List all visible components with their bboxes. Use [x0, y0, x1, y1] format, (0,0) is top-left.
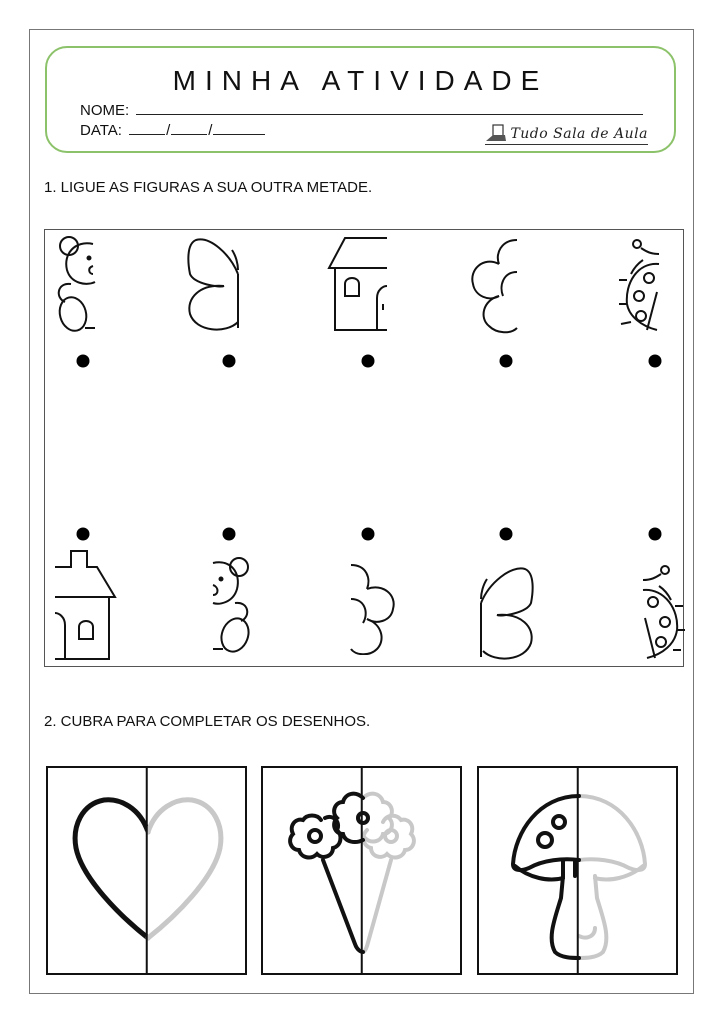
logo — [485, 124, 648, 142]
name-field-row — [80, 100, 643, 119]
logo-text: Tudo Sala de Aula — [510, 126, 648, 142]
name-input-line[interactable] — [136, 100, 643, 115]
flower-bouquet-icon[interactable] — [263, 768, 464, 977]
trace-box-heart — [46, 766, 247, 975]
top-dot-4[interactable] — [500, 355, 513, 368]
date-field-row — [80, 120, 265, 139]
top-dot-3[interactable] — [362, 355, 375, 368]
trace-box-mushroom — [477, 766, 678, 975]
date-separator: / — [166, 122, 171, 139]
butterfly-left-half-icon — [180, 234, 250, 334]
bottom-dot-3[interactable] — [362, 528, 375, 541]
date-month-line[interactable] — [171, 120, 207, 135]
top-dot-2[interactable] — [223, 355, 236, 368]
flower-right-half-icon — [349, 555, 409, 655]
question-2-label: 2. CUBRA PARA COMPLETAR OS DESENHOS. — [44, 713, 371, 730]
logo-underline — [485, 144, 648, 146]
date-separator: / — [208, 122, 213, 139]
house-right-half-icon — [53, 547, 118, 662]
header-box — [45, 46, 676, 153]
laptop-icon — [485, 124, 507, 142]
butterfly-right-half-icon — [475, 563, 545, 663]
matching-box — [44, 229, 684, 667]
bottom-dot-5[interactable] — [649, 528, 662, 541]
ladybug-right-half-icon — [639, 560, 689, 665]
heart-icon[interactable] — [48, 768, 249, 977]
page-title: MINHA ATIVIDADE — [172, 65, 549, 96]
date-year-line[interactable] — [213, 120, 265, 135]
flower-left-half-icon — [465, 234, 525, 334]
center-divider — [360, 768, 363, 973]
bear-right-half-icon — [211, 555, 261, 655]
center-divider — [145, 768, 148, 973]
top-dot-1[interactable] — [77, 355, 90, 368]
bottom-dot-1[interactable] — [77, 528, 90, 541]
question-1-label: 1. LIGUE AS FIGURAS A SUA OUTRA METADE. — [44, 179, 373, 196]
bottom-dot-4[interactable] — [500, 528, 513, 541]
date-day-line[interactable] — [129, 120, 165, 135]
center-divider — [576, 768, 579, 973]
ladybug-left-half-icon — [617, 234, 667, 334]
date-label: DATA: — [80, 122, 122, 139]
bear-left-half-icon — [53, 234, 103, 334]
trace-box-bouquet — [261, 766, 462, 975]
top-dot-5[interactable] — [649, 355, 662, 368]
bottom-dot-2[interactable] — [223, 528, 236, 541]
mushroom-icon[interactable] — [479, 768, 680, 977]
house-left-half-icon — [327, 234, 392, 334]
name-label: NOME: — [80, 102, 130, 119]
